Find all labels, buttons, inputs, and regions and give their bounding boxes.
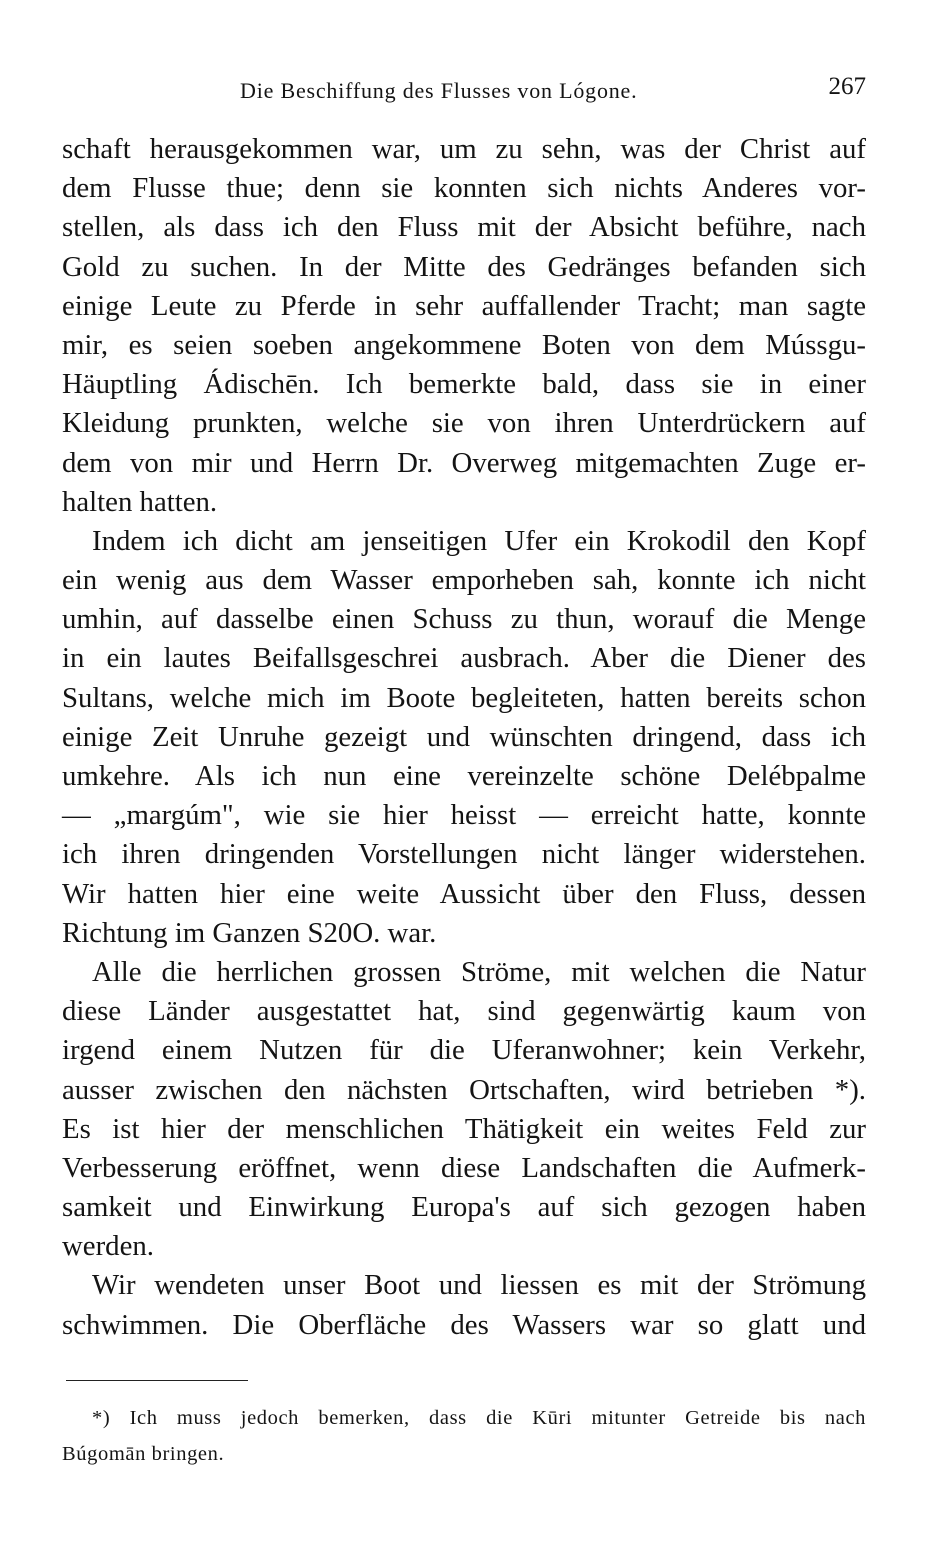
text-line: werden. bbox=[62, 1230, 154, 1263]
text-line: Wir hatten hier eine weite Aussicht über den Fluss, dessen bbox=[62, 877, 866, 910]
text-line: stellen, als dass ich den Fluss mit der Absicht beführe, nach bbox=[62, 211, 866, 244]
text-line: — „margúm", wie sie hier heisst — erreicht hatte, konnte bbox=[62, 799, 866, 832]
text-line: umkehre. Als ich nun eine vereinzelte schöne Delébpalme bbox=[62, 760, 866, 792]
text-line: schwimmen. Die Oberfläche des Wassers war so glatt und bbox=[62, 1308, 866, 1341]
text-line: einige Leute zu Pferde in sehr auffallender Tracht; man sagte bbox=[62, 289, 866, 322]
text-line: Richtung im Ganzen S20O. war. bbox=[62, 916, 437, 949]
text-line: in ein lautes Beifallsgeschrei ausbrach. Aber die Diener des bbox=[62, 642, 866, 675]
text-line: Sultans, welche mich im Boote begleiteten, hatten bereits schon bbox=[62, 681, 866, 714]
text-line: dem von mir und Herrn Dr. Overweg mitgemachten Zuge er- bbox=[62, 446, 866, 479]
text-line: ein wenig aus dem Wasser emporheben sah, konnte ich nicht bbox=[62, 564, 866, 597]
text-line: mir, es seien soeben angekommene Boten von dem Mússgu- bbox=[62, 328, 866, 361]
footnote-line: Búgomān bringen. bbox=[62, 1443, 225, 1465]
running-title: Die Beschiffung des Flusses von Lógone. bbox=[240, 78, 638, 103]
text-line: Alle die herrlichen grossen Ströme, mit welchen die Natur bbox=[92, 955, 866, 988]
text-line: einige Zeit Unruhe gezeigt und wünschten dringend, dass ich bbox=[62, 720, 866, 753]
text-line: schaft herausgekommen war, um zu sehn, was der Christ auf bbox=[62, 133, 866, 165]
text-line: ich ihren dringenden Vorstellungen nicht länger widerstehen. bbox=[62, 838, 866, 871]
text-line: halten hatten. bbox=[62, 485, 218, 518]
text-line: dem Flusse thue; denn sie konnten sich nichts Anderes vor- bbox=[62, 172, 866, 205]
text-line: Wir wendeten unser Boot und liessen es mit der Strömung bbox=[92, 1269, 866, 1302]
text-line: umhin, auf dasselbe einen Schuss zu thun, worauf die Menge bbox=[62, 603, 866, 636]
paragraph-2 bbox=[62, 522, 866, 953]
text-line: Verbesserung eröffnet, wenn diese Landschaften die Aufmerk- bbox=[62, 1151, 866, 1184]
paragraph-3 bbox=[62, 953, 866, 1267]
text-line: Gold zu suchen. In der Mitte des Gedränges befanden sich bbox=[62, 250, 866, 283]
page-number: 267 bbox=[828, 73, 866, 100]
text-line: diese Länder ausgestattet hat, sind gegenwärtig kaum von bbox=[62, 995, 866, 1028]
paragraph-1 bbox=[62, 130, 866, 522]
paragraph-4 bbox=[62, 1266, 866, 1344]
text-line: irgend einem Nutzen für die Uferanwohner; kein Verkehr, bbox=[62, 1034, 866, 1067]
running-head bbox=[62, 74, 866, 108]
footnote-line: *) Ich muss jedoch bemerken, dass die Kūri mitunter Getreide bis nach bbox=[92, 1407, 866, 1429]
text-line: samkeit und Einwirkung Europa's auf sich gezogen haben bbox=[62, 1191, 866, 1224]
text-line: Es ist hier der menschlichen Thätigkeit ein weites Feld zur bbox=[62, 1112, 866, 1145]
body-text bbox=[62, 130, 866, 1345]
text-line: Häuptling Ádischēn. Ich bemerkte bald, dass sie in einer bbox=[62, 368, 866, 401]
text-line: ausser zwischen den nächsten Ortschaften, wird betrieben *). bbox=[62, 1073, 866, 1106]
footnote bbox=[62, 1400, 866, 1472]
footnote-rule bbox=[66, 1380, 248, 1381]
text-line: Indem ich dicht am jenseitigen Ufer ein Krokodil den Kopf bbox=[92, 524, 866, 557]
text-line: Kleidung prunkten, welche sie von ihren Unterdrückern auf bbox=[62, 407, 866, 440]
